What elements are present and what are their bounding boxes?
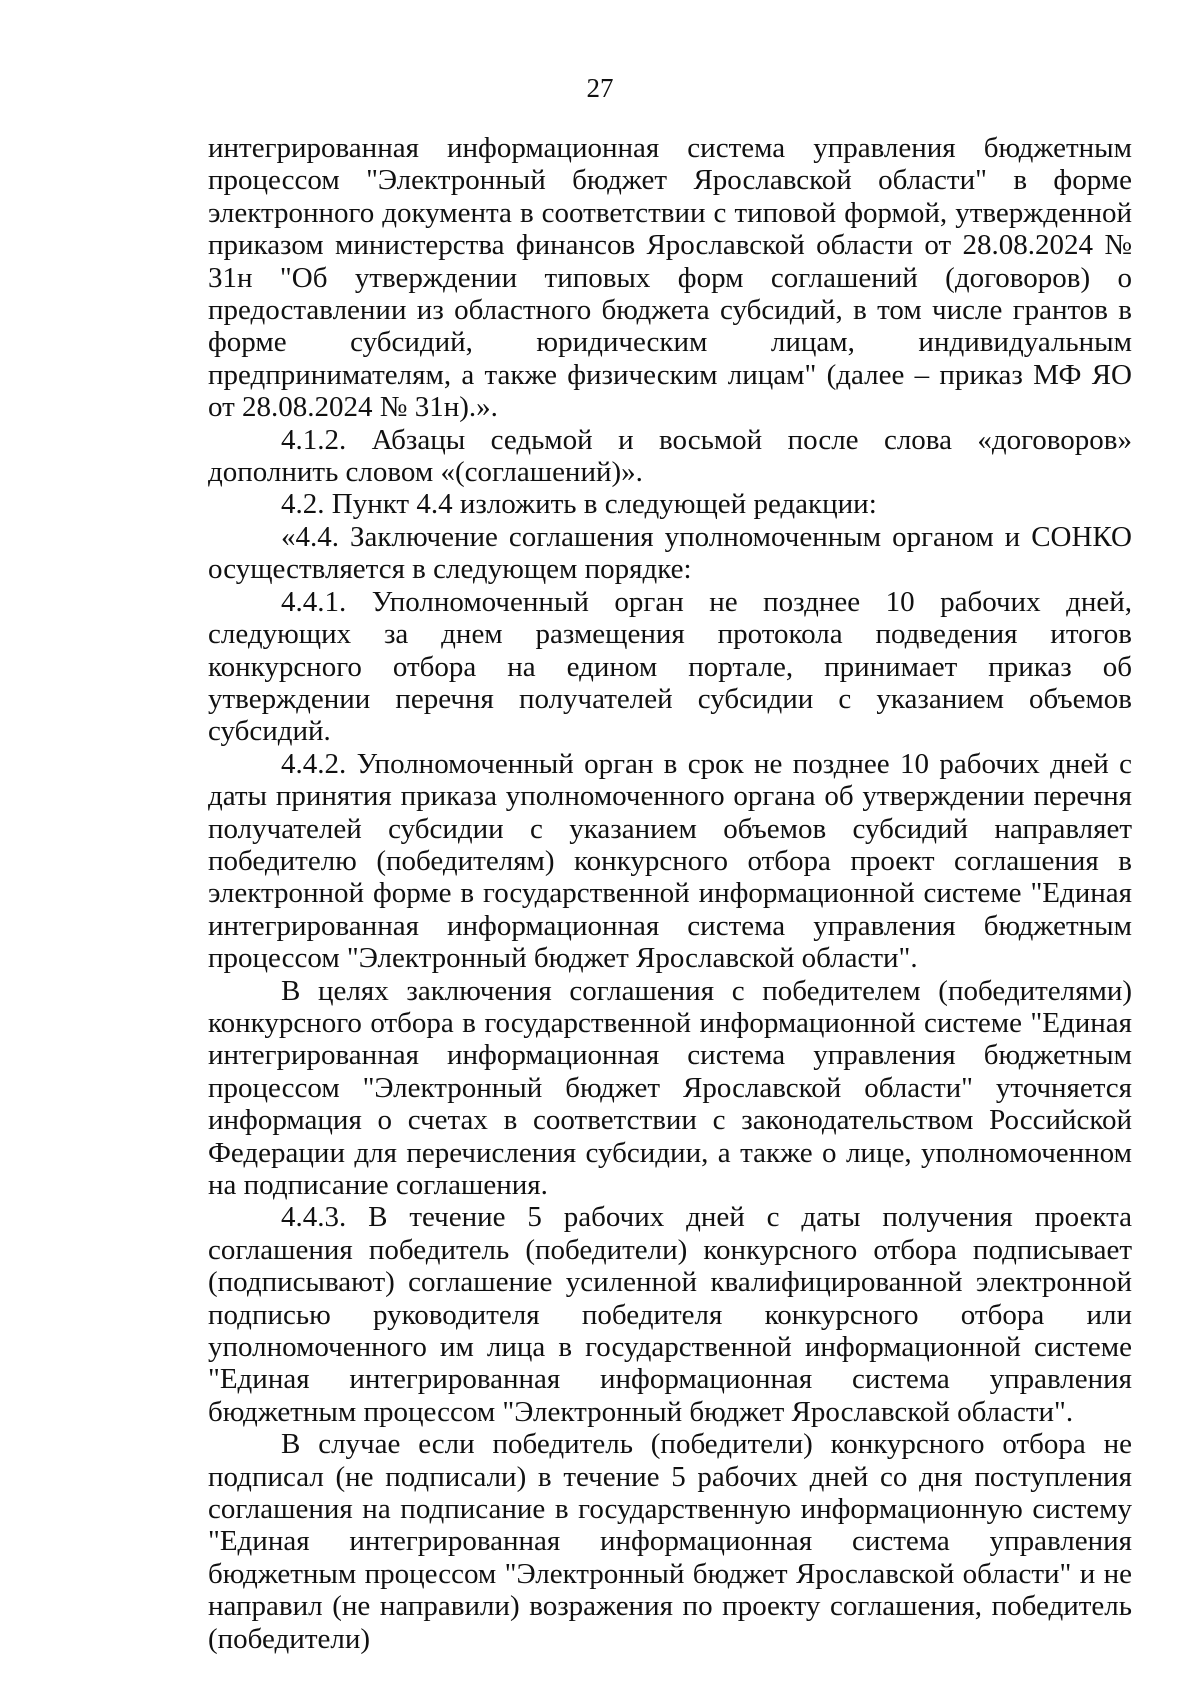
paragraph-4-4-2: 4.4.2. Уполномоченный орган в срок не позднее 10 рабочих дней с даты принятия приказа уполномоченного органа об утверждении перечня получателей субсидии с указанием объемов субсидий направляет победителю (победителям) конкурсного отбора проект соглашения в электронной форме в государственной информационной системе "Единая интегрированная информационная система управления бюджетным процессом "Электронный бюджет Ярославской области". (208, 747, 1132, 975)
paragraph-4-1-2: 4.1.2. Абзацы седьмой и восьмой после слова «договоров» дополнить словом «(соглашений)». (208, 423, 1132, 489)
page-number: 27 (586, 73, 614, 103)
paragraph-4-4: «4.4. Заключение соглашения уполномоченным органом и СОНКО осуществляется в следующем порядке: (208, 520, 1132, 586)
document-body (208, 132, 1132, 1655)
paragraph-continuation: интегрированная информационная система управления бюджетным процессом "Электронный бюджет Ярославской области" в форме электронного документа в соответствии с типовой формой, утвержденной приказом министерства финансов Ярославской области от 28.08.2024 № 31н "Об утверждении типовых форм соглашений (договоров) о предоставлении из областного бюджета субсидий, в том числе грантов в форме субсидий, юридическим лицам, индивидуальным предпринимателям, а также физическим лицам" (далее – приказ МФ ЯО от 28.08.2024 № 31н).». (208, 132, 1132, 424)
paragraph-4-4-3: 4.4.3. В течение 5 рабочих дней с даты получения проекта соглашения победитель (победители) конкурсного отбора подписывает (подписывают) соглашение усиленной квалифицированной электронной подписью руководителя победителя конкурсного отбора или уполномоченного им лица в государственной информационной системе "Единая интегрированная информационная система управления бюджетным процессом "Электронный бюджет Ярославской области". (208, 1201, 1132, 1428)
paragraph-unsigned-case: В случае если победитель (победители) конкурсного отбора не подписал (не подписали) в течение 5 рабочих дней со дня поступления соглашения на подписание в государственную информационную систему "Единая интегрированная информационная система управления бюджетным процессом "Электронный бюджет Ярославской области" и не направил (не направили) возражения по проекту соглашения, победитель (победители) (208, 1428, 1132, 1655)
paragraph-4-2: 4.2. Пункт 4.4 изложить в следующей редакции: (281, 488, 877, 521)
paragraph-accounts-info: В целях заключения соглашения с победителем (победителями) конкурсного отбора в государственной информационной системе "Единая интегрированная информационная система управления бюджетным процессом "Электронный бюджет Ярославской области" уточняется информация о счетах в соответствии с законодательством Российской Федерации для перечисления субсидии, а также о лице, уполномоченном на подписание соглашения. (208, 974, 1132, 1201)
paragraph-4-4-1: 4.4.1. Уполномоченный орган не позднее 10 рабочих дней, следующих за днем размещения протокола подведения итогов конкурсного отбора на едином портале, принимает приказ об утверждении перечня получателей субсидии с указанием объемов субсидий. (208, 585, 1132, 748)
